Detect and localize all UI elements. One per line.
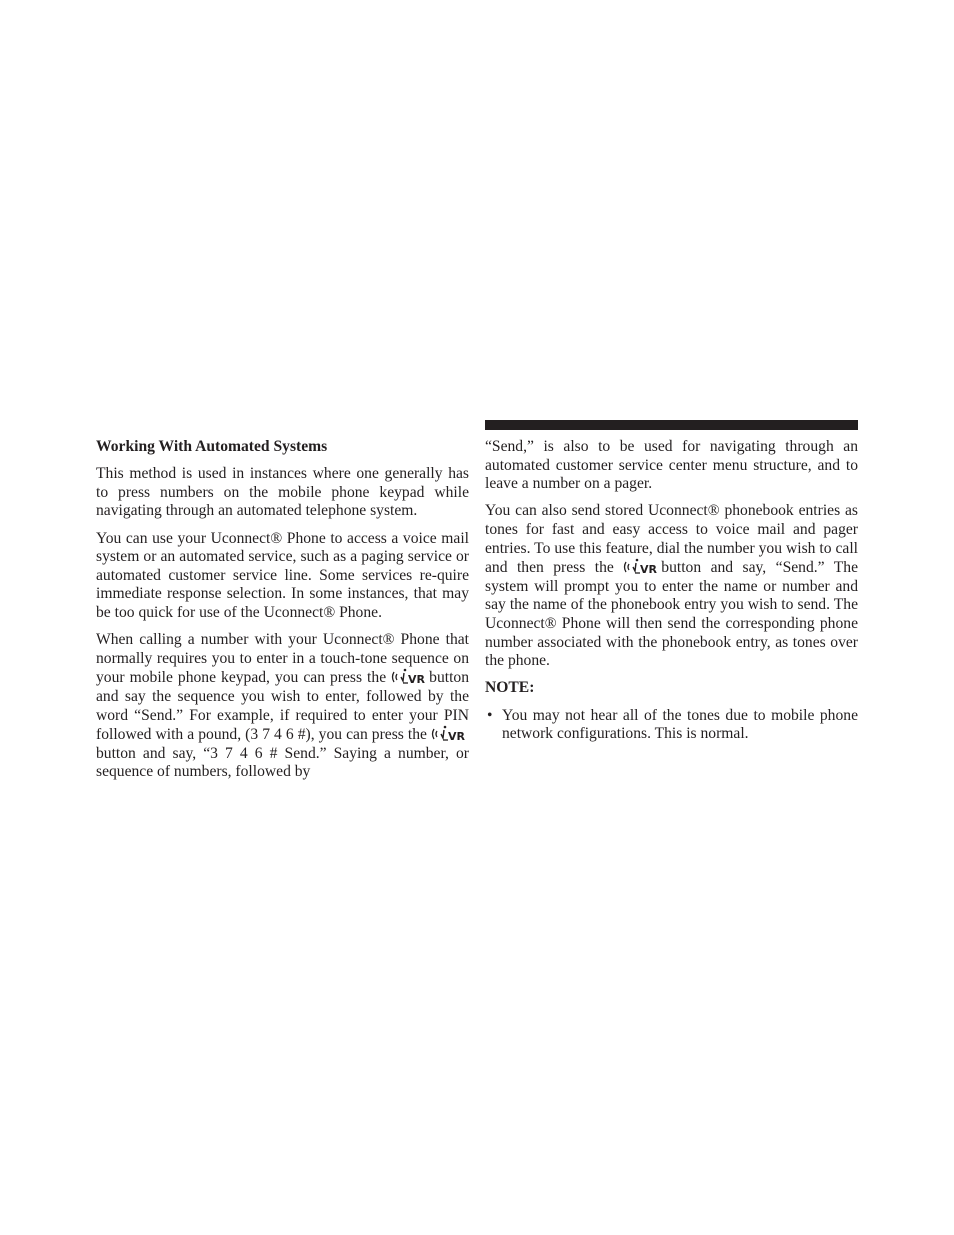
list-item-text: You may not hear all of the tones due to mobile phone network configurations. This is normal.: [502, 706, 858, 743]
list-item: [485, 707, 858, 744]
paragraph-phonebook-tones: [485, 502, 858, 670]
paragraph-text: When calling a number with your Uconnect® Phone that normally requires you to enter in a touch-tone sequence on your mobile phone keypad, you can press the: [96, 631, 469, 687]
paragraph-text: You can also send stored Uconnect® phonebook entries as tones for fast and easy access to voice mail and pager entries. To use this feature, dial the number you wish to call and then press the: [485, 502, 858, 577]
paragraph-text: button and say, “3 7 4 6 # Send.” Saying a number, or sequence of numbers, followed by: [96, 744, 469, 781]
paragraph-send-usage: “Send,” is also to be used for navigating through an automated customer service center menu structure, and to leave a number on a pager.: [485, 438, 858, 493]
bullet-icon: •: [487, 706, 493, 724]
voice-recognition-icon: [391, 668, 427, 686]
svg-text:VR: VR: [640, 563, 658, 577]
paragraph-intro: This method is used in instances where one generally has to press numbers on the mobile phone keypad while navigating through an automated telephone system.: [96, 465, 469, 520]
paragraph-text: button and say the sequence you wish to enter, followed by the word “Send.” For example, if required to enter your PIN followed with a pound, (3 7 4 6 #), you can press the: [96, 669, 469, 744]
svg-text:VR: VR: [408, 673, 426, 687]
note-list: [485, 707, 858, 744]
section-header-rule: [485, 420, 858, 430]
paragraph-touch-tone: [96, 631, 469, 782]
svg-text:VR: VR: [448, 730, 465, 744]
voice-recognition-icon: [623, 558, 659, 576]
voice-recognition-icon: [431, 725, 467, 743]
section-heading: Working With Automated Systems: [96, 438, 328, 455]
right-column: [485, 438, 858, 744]
paragraph-text: button and say, “Send.” The system will prompt you to enter the name or number and say the name of the phonebook entry you wish to send. The Uconnect® Phone will then send the corresponding phone number associated with the phonebook entry, as tones over the phone.: [485, 559, 858, 670]
note-label: NOTE:: [485, 679, 535, 697]
left-column: [96, 438, 469, 790]
paragraph-voice-mail: You can use your Uconnect® Phone to access a voice mail system or an automated service, such as a paging service or automated customer service line. Some services re-quire immediate response selection. In some instances, that may be too quick for use of the Uconnect® Phone.: [96, 529, 469, 621]
